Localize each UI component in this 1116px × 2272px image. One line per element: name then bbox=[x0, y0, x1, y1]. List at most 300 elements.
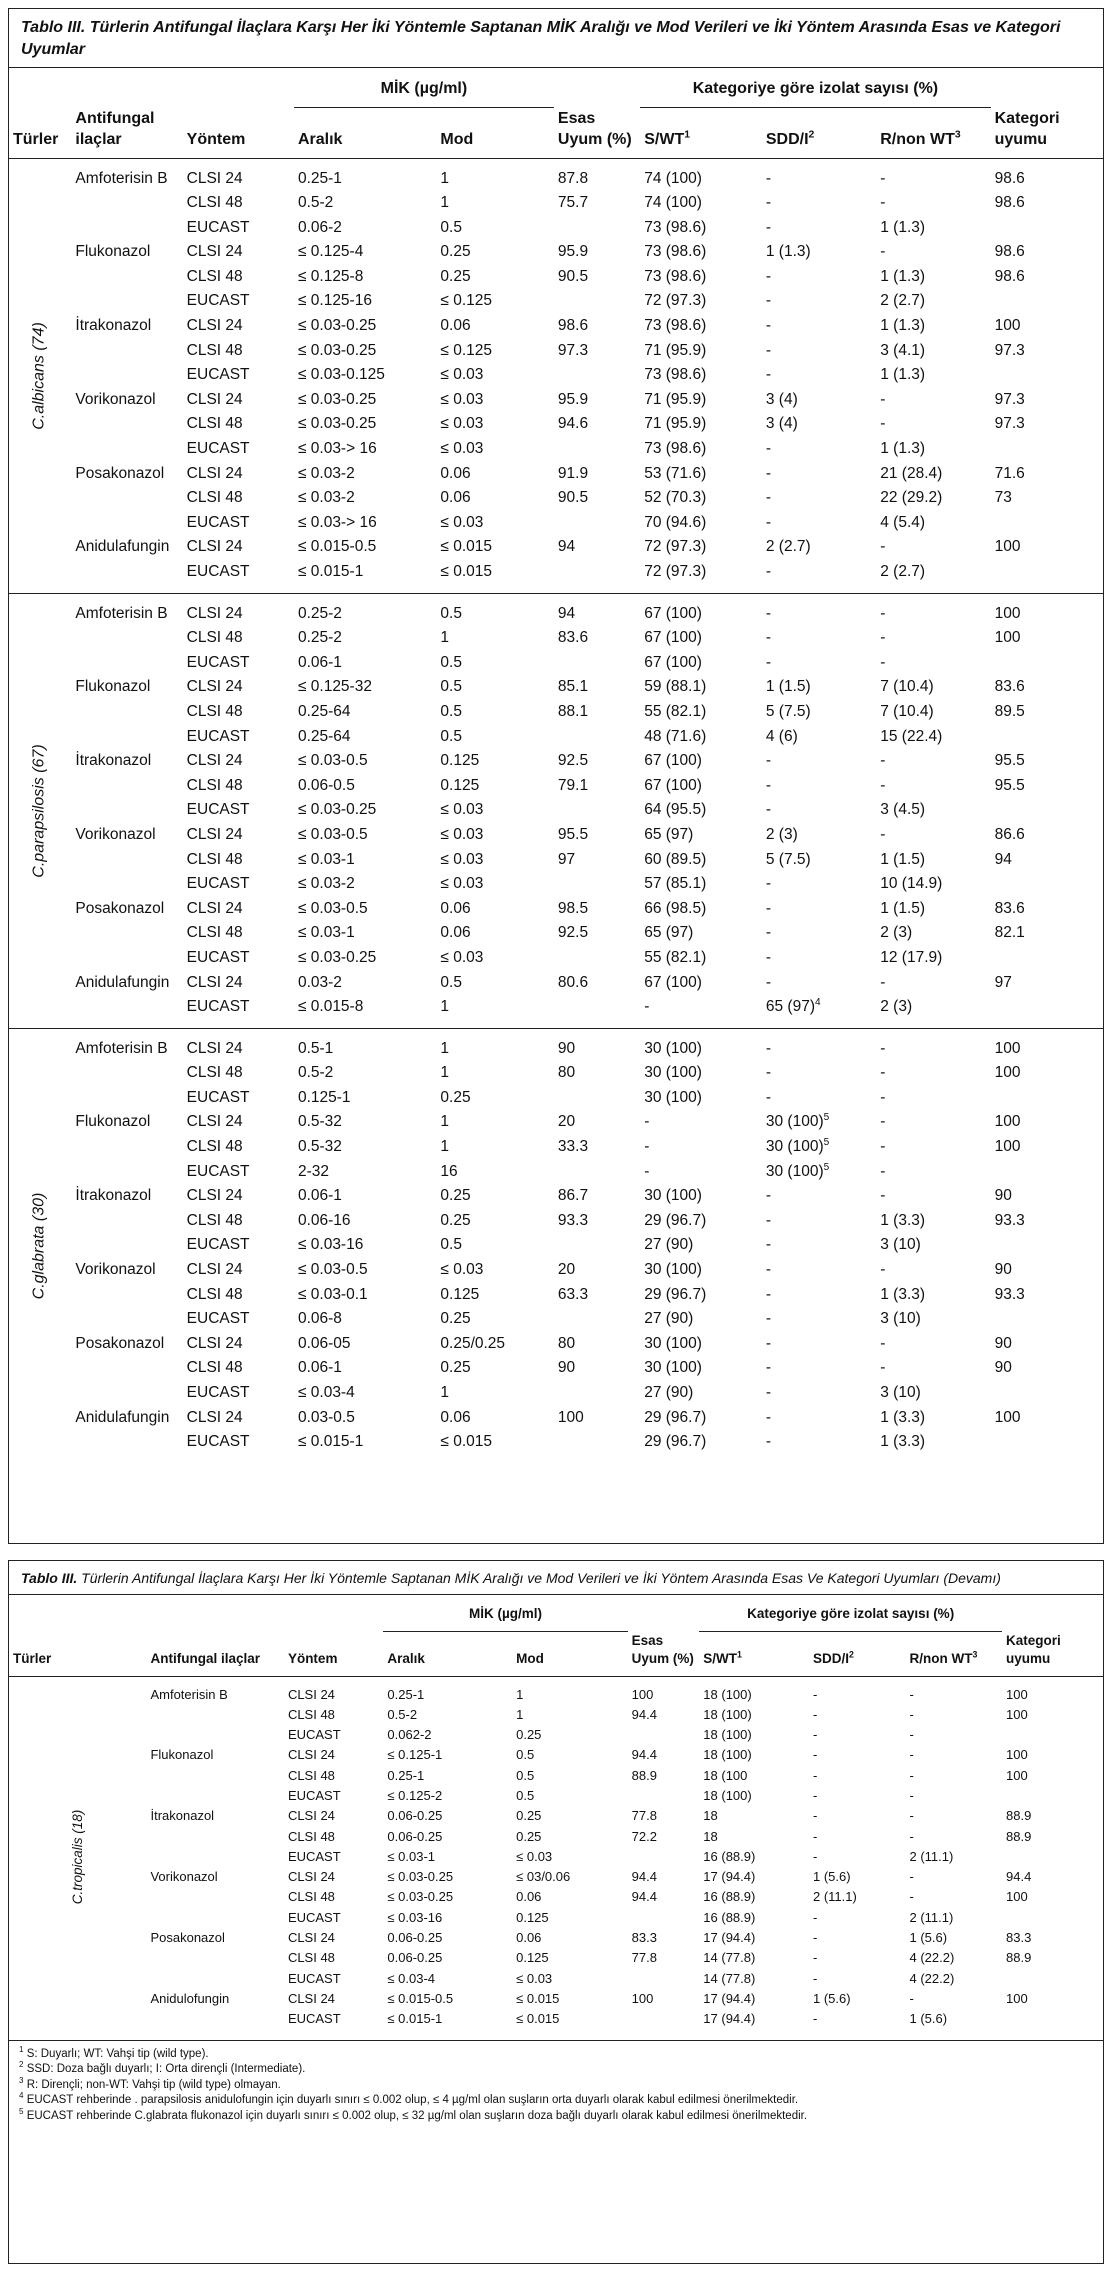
cell-sdd-i-value: - bbox=[812, 1686, 818, 1702]
cell-essential-agreement: 79.1 bbox=[557, 776, 589, 794]
cell-r-nonwt: - bbox=[880, 776, 886, 794]
cell-s-wt: 29 (96.7) bbox=[644, 1285, 707, 1303]
cell-drug bbox=[71, 1086, 182, 1111]
cell-essential-agreement bbox=[628, 1786, 700, 1806]
cell-method: CLSI 24 bbox=[186, 464, 243, 482]
cell-sdd-i bbox=[809, 1676, 906, 1705]
cell-r-nonwt: - bbox=[880, 194, 886, 212]
cell-essential-agreement: 97.3 bbox=[557, 341, 589, 359]
cell-drug bbox=[71, 437, 182, 462]
cell-sdd-i-value: - bbox=[765, 317, 772, 335]
cell-category-agreement bbox=[1002, 1908, 1103, 1928]
cell-sdd-i bbox=[809, 1948, 906, 1968]
cell-method: CLSI 24 bbox=[287, 1930, 335, 1946]
cell-method: EUCAST bbox=[287, 1970, 341, 1986]
cell-method: CLSI 24 bbox=[287, 1990, 335, 2006]
header-range bbox=[383, 1632, 512, 1677]
cell-sdd-i-value: 65 (97) bbox=[765, 998, 815, 1016]
cell-category-agreement bbox=[991, 1430, 1103, 1463]
cell-sdd-i bbox=[809, 1827, 906, 1847]
header-spacer bbox=[628, 1595, 700, 1632]
cell-r-nonwt: 2 (2.7) bbox=[880, 292, 926, 310]
cell-method: CLSI 24 bbox=[186, 169, 243, 187]
cell-s-wt: 30 (100) bbox=[644, 1261, 702, 1279]
cell-range: ≤ 0.03-0.5 bbox=[297, 1261, 368, 1279]
cell-essential-agreement bbox=[628, 1908, 700, 1928]
table-row bbox=[9, 774, 1103, 799]
cell-sdd-i bbox=[762, 971, 876, 996]
cell-method: CLSI 24 bbox=[186, 678, 243, 696]
cell-method: CLSI 48 bbox=[287, 1950, 335, 1966]
cell-method: EUCAST bbox=[186, 440, 250, 458]
cell-sdd-i-value: - bbox=[812, 1787, 818, 1803]
cell-r-nonwt: 7 (10.4) bbox=[880, 678, 934, 696]
cell-mode: 0.25 bbox=[440, 1211, 471, 1229]
cell-r-nonwt: - bbox=[909, 1787, 914, 1803]
cell-range: ≤ 0.03-0.25 bbox=[297, 948, 377, 966]
cell-drug bbox=[146, 1705, 283, 1725]
table-row bbox=[9, 725, 1103, 750]
cell-r-nonwt: - bbox=[880, 1064, 886, 1082]
cell-method: EUCAST bbox=[186, 801, 250, 819]
header-species-text: Türler bbox=[13, 1650, 52, 1666]
cell-mode: 0.125 bbox=[516, 1950, 549, 1966]
cell-mode: 0.5 bbox=[440, 1236, 462, 1254]
cell-r-nonwt: 3 (4.5) bbox=[880, 801, 926, 819]
header-species bbox=[9, 1632, 146, 1677]
species-cell bbox=[9, 1676, 146, 2038]
cell-method: EUCAST bbox=[186, 218, 250, 236]
header-spacer bbox=[991, 68, 1103, 108]
cell-range: 0.06-1 bbox=[297, 1187, 342, 1205]
cell-essential-agreement bbox=[554, 798, 640, 823]
cell-sdd-i-value: 30 (100) bbox=[765, 1113, 824, 1131]
cell-essential-agreement bbox=[554, 511, 640, 536]
caption-label: Tablo III. bbox=[21, 19, 86, 36]
cell-range: ≤ 0.125-4 bbox=[297, 243, 364, 261]
cell-r-nonwt: - bbox=[909, 1808, 914, 1824]
cell-range: 0.25-2 bbox=[297, 604, 342, 622]
cell-category-agreement: 88.9 bbox=[1006, 1828, 1032, 1844]
cell-sdd-i-value: - bbox=[765, 194, 772, 212]
cell-s-wt: 27 (90) bbox=[644, 1384, 694, 1401]
table-row bbox=[9, 651, 1103, 676]
cell-drug bbox=[71, 946, 182, 971]
cell-sdd-i-value: - bbox=[765, 629, 772, 647]
cell-essential-agreement: 20 bbox=[557, 1113, 576, 1131]
footnote-text: EUCAST rehberinde C.glabrata flukonazol için duyarlı sınırı ≤ 0.002 olup, ≤ 32 µg/ml olan suşların doza bağlı duyarlı olarak kabul edilmesi önerilmektedir. bbox=[26, 2109, 808, 2122]
footnote-text: SSD: Doza bağlı duyarlı; I: Orta dirençli (Intermediate). bbox=[26, 2063, 306, 2076]
cell-sdd-i bbox=[762, 191, 876, 216]
header-range bbox=[294, 108, 436, 159]
table-row bbox=[9, 1283, 1103, 1308]
cell-s-wt: 67 (100) bbox=[644, 604, 702, 622]
cell-mode: ≤ 0.03 bbox=[440, 390, 484, 408]
cell-sdd-i bbox=[809, 2009, 906, 2037]
cell-s-wt: 71 (95.9) bbox=[644, 390, 707, 408]
cell-category-agreement: 97.3 bbox=[994, 390, 1025, 408]
header-essential-agreement bbox=[628, 1632, 700, 1677]
cell-method: CLSI 24 bbox=[186, 1187, 243, 1205]
cell-essential-agreement: 92.5 bbox=[557, 924, 589, 942]
cell-range: 0.06-05 bbox=[297, 1334, 351, 1352]
header-category-agreement bbox=[1002, 1632, 1103, 1677]
cell-drug bbox=[71, 265, 182, 290]
cell-mode: 0.06 bbox=[440, 924, 471, 942]
cell-method: EUCAST bbox=[287, 1787, 341, 1803]
cell-r-nonwt: 1 (1.3) bbox=[880, 440, 926, 458]
cell-mode: ≤ 0.015 bbox=[516, 2011, 560, 2027]
cell-s-wt: - bbox=[640, 995, 762, 1028]
cell-range: 0.5-2 bbox=[297, 1064, 334, 1082]
cell-range: ≤ 0.03-0.125 bbox=[297, 366, 385, 384]
cell-range: ≤ 0.125-1 bbox=[387, 1747, 443, 1763]
cell-method: CLSI 48 bbox=[186, 702, 243, 720]
cell-method: CLSI 48 bbox=[186, 489, 243, 507]
cell-sdd-i-value: 5 (7.5) bbox=[765, 702, 811, 720]
table-row bbox=[9, 1827, 1103, 1847]
cell-s-wt: 53 (71.6) bbox=[644, 464, 707, 482]
cell-range: 0.03-0.5 bbox=[297, 1408, 355, 1426]
header-category-agreement-text: Kategori uyumu bbox=[994, 109, 1060, 148]
cell-r-nonwt: 21 (28.4) bbox=[880, 464, 943, 482]
header-range-text: Aralık bbox=[387, 1650, 425, 1666]
cell-mode: ≤ 0.03 bbox=[440, 825, 484, 843]
header-s-wt-text: S/WT bbox=[644, 130, 685, 148]
cell-drug: Flukonazol bbox=[150, 1747, 214, 1763]
cell-category-agreement bbox=[1002, 1725, 1103, 1745]
header-r-nonwt-footnote-mark: 3 bbox=[954, 129, 961, 141]
table-row bbox=[9, 1086, 1103, 1111]
cell-sdd-i bbox=[762, 700, 876, 725]
cell-sdd-i-value: - bbox=[812, 1950, 818, 1966]
header-group-row bbox=[9, 1595, 1103, 1632]
table-row bbox=[9, 626, 1103, 651]
cell-mode: ≤ 0.03 bbox=[440, 875, 484, 893]
table-row bbox=[9, 1847, 1103, 1867]
cell-essential-agreement: 100 bbox=[557, 1408, 584, 1426]
table-row bbox=[9, 1989, 1103, 2009]
cell-sdd-i-value: 1 (1.5) bbox=[765, 678, 811, 696]
cell-range: ≤ 0.015-1 bbox=[387, 2011, 443, 2027]
cell-mode: ≤ 0.03 bbox=[440, 415, 484, 433]
cell-r-nonwt: - bbox=[880, 1113, 886, 1131]
cell-drug bbox=[71, 216, 182, 241]
header-s-wt-footnote-mark: 1 bbox=[684, 129, 690, 141]
table-row bbox=[9, 1209, 1103, 1234]
cell-sdd-i bbox=[762, 314, 876, 339]
cell-category-agreement: 89.5 bbox=[994, 702, 1025, 720]
cell-category-agreement: 100 bbox=[1006, 1747, 1028, 1763]
cell-r-nonwt: - bbox=[880, 653, 886, 671]
cell-range: 0.25-1 bbox=[297, 169, 342, 187]
cell-category-agreement bbox=[991, 511, 1103, 536]
table-row bbox=[9, 363, 1103, 388]
cell-method: CLSI 48 bbox=[287, 1706, 335, 1722]
data-table-1 bbox=[9, 68, 1103, 1463]
cell-sdd-i-value: - bbox=[812, 1808, 818, 1824]
cell-essential-agreement: 90 bbox=[557, 1359, 576, 1377]
cell-range: ≤ 0.03-0.25 bbox=[297, 415, 377, 433]
cell-drug bbox=[71, 486, 182, 511]
cell-method: CLSI 48 bbox=[287, 1767, 335, 1783]
cell-r-nonwt: - bbox=[880, 1359, 886, 1377]
cell-mode: 0.125 bbox=[440, 776, 480, 794]
cell-s-wt: 65 (97) bbox=[644, 924, 694, 942]
cell-sdd-i-value: 3 (4) bbox=[765, 390, 798, 408]
cell-sdd-i bbox=[762, 1160, 876, 1185]
cell-sdd-i bbox=[762, 1028, 876, 1061]
cell-essential-agreement: 98.5 bbox=[557, 899, 589, 917]
footnote-number: 4 bbox=[19, 2091, 24, 2101]
cell-method: EUCAST bbox=[186, 292, 250, 310]
cell-s-wt: 67 (100) bbox=[644, 629, 702, 647]
cell-drug bbox=[71, 339, 182, 364]
cell-method: CLSI 24 bbox=[186, 604, 243, 622]
cell-s-wt: 27 (90) bbox=[644, 1310, 694, 1328]
cell-category-agreement: 97.3 bbox=[994, 415, 1025, 433]
cell-category-agreement bbox=[1002, 1847, 1103, 1867]
header-drug bbox=[71, 108, 182, 159]
footnote-text: R: Dirençli; non-WT: Vahşi tip (wild type) olmayan. bbox=[26, 2078, 281, 2091]
table-row bbox=[9, 971, 1103, 996]
table-row bbox=[9, 1725, 1103, 1745]
cell-mode: ≤ 0.125 bbox=[440, 341, 493, 359]
cell-category-agreement bbox=[991, 946, 1103, 971]
table-row bbox=[9, 486, 1103, 511]
header-sdd-i bbox=[809, 1632, 906, 1677]
cell-drug bbox=[71, 725, 182, 750]
cell-range: ≤ 0.03-0.5 bbox=[297, 752, 368, 770]
cell-method: CLSI 48 bbox=[186, 924, 243, 942]
table-caption bbox=[9, 1561, 1103, 1595]
cell-essential-agreement: 87.8 bbox=[557, 169, 589, 187]
cell-essential-agreement bbox=[554, 651, 640, 676]
cell-category-agreement: 97 bbox=[994, 973, 1012, 991]
cell-mode: 0.5 bbox=[440, 702, 462, 720]
cell-method: EUCAST bbox=[186, 1384, 250, 1401]
cell-s-wt: 65 (97) bbox=[644, 825, 694, 843]
cell-sdd-i-footnote-mark: 4 bbox=[815, 996, 821, 1008]
cell-mode: 1 bbox=[440, 169, 450, 187]
table-row bbox=[9, 2009, 1103, 2037]
cell-range: ≤ 0.03-16 bbox=[297, 1236, 364, 1254]
cell-r-nonwt: - bbox=[880, 1138, 886, 1156]
cell-sdd-i-value: 2 (2.7) bbox=[765, 538, 811, 556]
cell-essential-agreement: 95.9 bbox=[557, 243, 589, 261]
cell-s-wt: 71 (95.9) bbox=[644, 341, 707, 359]
cell-r-nonwt: 1 (5.6) bbox=[909, 2011, 948, 2027]
cell-essential-agreement bbox=[554, 1381, 640, 1406]
table-row bbox=[9, 511, 1103, 536]
cell-range: 0.06-0.25 bbox=[387, 1930, 443, 1946]
table-row bbox=[9, 1745, 1103, 1765]
cell-sdd-i bbox=[762, 675, 876, 700]
header-sdd-i-text: SDD/I bbox=[812, 1650, 849, 1666]
cell-method: EUCAST bbox=[287, 2011, 341, 2027]
cell-mode: 1 bbox=[440, 1064, 450, 1082]
cell-sdd-i-value: - bbox=[765, 1088, 772, 1106]
cell-sdd-i-value: - bbox=[765, 341, 772, 359]
cell-sdd-i bbox=[809, 1745, 906, 1765]
cell-essential-agreement: 85.1 bbox=[557, 678, 589, 696]
header-spacer bbox=[554, 68, 640, 108]
cell-essential-agreement: 88.1 bbox=[557, 702, 589, 720]
cell-category-agreement: 83.3 bbox=[1006, 1930, 1032, 1946]
cell-r-nonwt: - bbox=[909, 1747, 914, 1763]
header-method bbox=[284, 1632, 383, 1677]
cell-drug bbox=[71, 848, 182, 873]
header-mode bbox=[512, 1632, 628, 1677]
cell-mode: 0.5 bbox=[440, 973, 462, 991]
header-category-group: Kategoriye göre izolat sayısı (%) bbox=[699, 1595, 1002, 1632]
cell-s-wt: - bbox=[644, 1162, 650, 1180]
table-row bbox=[9, 1430, 1103, 1463]
cell-category-agreement: 100 bbox=[1006, 1990, 1028, 2006]
cell-essential-agreement: 92.5 bbox=[557, 752, 589, 770]
cell-category-agreement: 100 bbox=[994, 538, 1021, 556]
cell-category-agreement: 100 bbox=[994, 1064, 1021, 1082]
cell-category-agreement bbox=[991, 1233, 1103, 1258]
cell-r-nonwt: 4 (22.2) bbox=[909, 1970, 955, 1986]
table-row bbox=[9, 535, 1103, 560]
table-row bbox=[9, 995, 1103, 1028]
table-row bbox=[9, 1356, 1103, 1381]
cell-mode: ≤ 0.015 bbox=[440, 538, 493, 556]
cell-sdd-i-value: - bbox=[765, 1187, 772, 1205]
cell-mode: ≤ 0.03 bbox=[440, 801, 484, 819]
table-row bbox=[9, 339, 1103, 364]
cell-drug: Vorikonazol bbox=[150, 1869, 218, 1885]
table-row bbox=[9, 1160, 1103, 1185]
cell-sdd-i bbox=[762, 1110, 876, 1135]
cell-sdd-i bbox=[762, 725, 876, 750]
table-row bbox=[9, 1406, 1103, 1431]
cell-r-nonwt: - bbox=[909, 1686, 914, 1702]
cell-mode: 0.06 bbox=[440, 1408, 471, 1426]
cell-category-agreement: 88.9 bbox=[1006, 1950, 1032, 1966]
cell-range: 0.5-32 bbox=[297, 1138, 342, 1156]
header-spacer bbox=[9, 1595, 383, 1632]
cell-s-wt: 71 (95.9) bbox=[644, 415, 707, 433]
header-drug-text: Antifungal ilaçlar bbox=[75, 109, 155, 148]
cell-sdd-i bbox=[762, 1406, 876, 1431]
cell-mode: 0.5 bbox=[440, 727, 462, 745]
cell-sdd-i-value: - bbox=[765, 464, 772, 482]
cell-range: 0.25-1 bbox=[387, 1686, 425, 1702]
header-drug-text: Antifungal ilaçlar bbox=[150, 1650, 260, 1666]
cell-r-nonwt: - bbox=[880, 1187, 886, 1205]
cell-method: EUCAST bbox=[186, 1433, 250, 1451]
cell-category-agreement: 94.4 bbox=[1006, 1869, 1032, 1885]
footnote bbox=[19, 2044, 1093, 2063]
cell-sdd-i-value: - bbox=[765, 1261, 772, 1279]
species-cell bbox=[9, 158, 71, 593]
cell-mode: 0.06 bbox=[440, 317, 471, 335]
cell-category-agreement: 90 bbox=[994, 1334, 1012, 1352]
cell-category-agreement: 100 bbox=[1006, 1767, 1028, 1783]
cell-category-agreement bbox=[991, 651, 1103, 676]
cell-method: CLSI 24 bbox=[186, 752, 243, 770]
cell-r-nonwt: 15 (22.4) bbox=[880, 727, 943, 745]
cell-drug bbox=[71, 1381, 182, 1406]
cell-sdd-i-value: - bbox=[765, 1408, 772, 1426]
cell-s-wt: 30 (100) bbox=[644, 1039, 702, 1057]
cell-r-nonwt: - bbox=[909, 1767, 914, 1783]
species-label: C.albicans (74) bbox=[30, 321, 48, 430]
cell-s-wt: 74 (100) bbox=[644, 194, 702, 212]
cell-method: EUCAST bbox=[183, 995, 294, 1028]
cell-mode: 0.06 bbox=[516, 1930, 542, 1946]
cell-essential-agreement: 90.5 bbox=[557, 489, 589, 507]
cell-method: CLSI 24 bbox=[186, 390, 243, 408]
cell-drug bbox=[71, 921, 182, 946]
cell-sdd-i-value: - bbox=[765, 801, 772, 819]
cell-sdd-i bbox=[762, 1061, 876, 1086]
cell-essential-agreement bbox=[554, 995, 640, 1028]
cell-mode: 0.25 bbox=[440, 1310, 471, 1328]
cell-r-nonwt: - bbox=[909, 1706, 914, 1722]
cell-essential-agreement bbox=[554, 216, 640, 241]
table-row bbox=[9, 1135, 1103, 1160]
cell-category-agreement bbox=[991, 216, 1103, 241]
cell-category-agreement: 82.1 bbox=[994, 924, 1025, 942]
header-range-text: Aralık bbox=[297, 130, 343, 148]
cell-sdd-i-footnote-mark: 5 bbox=[823, 1112, 830, 1124]
table-row bbox=[9, 593, 1103, 626]
cell-mode: 0.5 bbox=[516, 1787, 535, 1803]
cell-drug bbox=[71, 1061, 182, 1086]
caption-text: Türlerin Antifungal İlaçlara Karşı Her İki Yöntemle Saptanan MİK Aralığı ve Mod Verileri ve İki Yöntem Arasında Esas ve Kategori Uyumlar bbox=[21, 19, 1061, 58]
cell-mode: 0.25 bbox=[440, 1359, 471, 1377]
footnote-number: 5 bbox=[19, 2106, 24, 2116]
cell-range: ≤ 0.03-0.5 bbox=[297, 899, 368, 917]
cell-s-wt: 48 (71.6) bbox=[644, 727, 707, 745]
cell-sdd-i-value: - bbox=[765, 875, 772, 893]
cell-s-wt: 64 (95.5) bbox=[644, 801, 707, 819]
cell-r-nonwt: 12 (17.9) bbox=[880, 948, 943, 966]
cell-method: CLSI 24 bbox=[287, 1747, 335, 1763]
cell-method: CLSI 48 bbox=[186, 776, 243, 794]
cell-essential-agreement: 80 bbox=[557, 1334, 576, 1352]
cell-method: EUCAST bbox=[186, 875, 250, 893]
cell-sdd-i-value: - bbox=[765, 563, 772, 580]
header-species bbox=[9, 108, 71, 159]
cell-method: CLSI 24 bbox=[186, 825, 243, 843]
cell-range: ≤ 0.03-0.1 bbox=[297, 1285, 368, 1303]
cell-category-agreement: 100 bbox=[994, 629, 1021, 647]
cell-r-nonwt: 1 (1.5) bbox=[880, 850, 926, 868]
cell-r-nonwt: - bbox=[880, 169, 886, 187]
cell-category-agreement bbox=[991, 289, 1103, 314]
cell-drug: Anidulafungin bbox=[75, 538, 170, 556]
cell-category-agreement: 93.3 bbox=[994, 1285, 1025, 1303]
cell-category-agreement: 100 bbox=[994, 317, 1021, 335]
cell-sdd-i bbox=[762, 872, 876, 897]
cell-method: CLSI 48 bbox=[186, 1359, 243, 1377]
table-row bbox=[9, 946, 1103, 971]
cell-sdd-i bbox=[762, 651, 876, 676]
cell-sdd-i bbox=[809, 1969, 906, 1989]
cell-drug bbox=[146, 1908, 283, 1928]
cell-r-nonwt: 1 (1.3) bbox=[880, 317, 926, 335]
cell-essential-agreement bbox=[554, 725, 640, 750]
header-r-nonwt-footnote-mark: 3 bbox=[972, 1649, 978, 1659]
cell-category-agreement bbox=[991, 1381, 1103, 1406]
header-sdd-i-footnote-mark: 2 bbox=[849, 1649, 854, 1659]
cell-r-nonwt: - bbox=[880, 1162, 886, 1180]
cell-method: CLSI 48 bbox=[186, 194, 243, 212]
